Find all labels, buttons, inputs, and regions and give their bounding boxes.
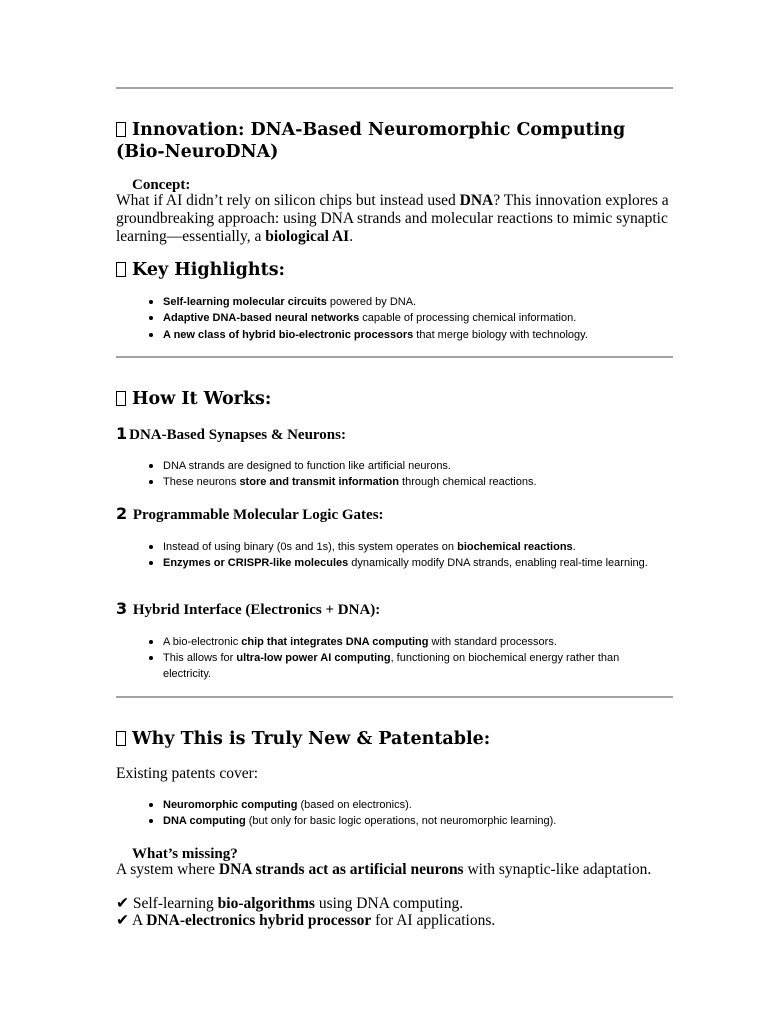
check-item-2: ✔ A DNA-electronics hybrid processor for AI applications. [116, 912, 496, 929]
existing-patents-list [140, 797, 663, 830]
list-item: • DNA strands are designed to function like artificial neurons. [163, 458, 663, 474]
list-item: • DNA computing (but only for basic logic operations, not neuromorphic learning). [163, 813, 663, 829]
concept-label: Concept: [132, 177, 191, 193]
section-title-how: How It Works: [116, 388, 271, 410]
concept-paragraph: What if AI didn’t rely on silicon chips but instead used DNA? This innovation explores a groundbreaking approach: using DNA strands and molecular reactions to mimic synaptic learning—essentially, a biological AI. [116, 192, 669, 245]
list-item: • Adaptive DNA-based neural networks capable of processing chemical information. [163, 310, 663, 326]
list-item: • Enzymes or CRISPR-like molecules dynamically modify DNA strands, enabling real-time learning. [163, 555, 663, 571]
step-number: 3 [116, 599, 128, 618]
highlights-list [140, 294, 663, 343]
section-title-highlights: Key Highlights: [116, 259, 285, 281]
whats-missing-paragraph: A system where DNA strands act as artificial neurons with synaptic-like adaptation. [116, 861, 652, 878]
divider-top [116, 87, 673, 89]
section-title-innovation: Innovation: DNA-Based Neuromorphic Computing (Bio-NeuroDNA) [116, 120, 626, 162]
list-item: • Neuromorphic computing (based on electronics). [163, 797, 663, 813]
step-3-heading: 3 Hybrid Interface (Electronics + DNA): [116, 599, 381, 618]
divider-2 [116, 696, 673, 698]
section-title-why: Why This is Truly New & Patentable: [116, 728, 490, 750]
step-3-list [140, 634, 663, 682]
step-number: 1 [116, 424, 128, 443]
step-number: 2 [116, 504, 128, 523]
step-2-heading: 2 Programmable Molecular Logic Gates: [116, 504, 384, 523]
list-item: • A new class of hybrid bio-electronic processors that merge biology with technology. [163, 327, 663, 343]
emoji-placeholder-icon [116, 122, 126, 137]
whats-missing-label: What’s missing? [132, 846, 238, 862]
list-item: • These neurons store and transmit information through chemical reactions. [163, 474, 663, 490]
emoji-placeholder-icon [116, 731, 126, 746]
step-1-list [140, 458, 663, 491]
emoji-placeholder-icon [116, 262, 126, 277]
existing-patents-text: Existing patents cover: [116, 765, 259, 782]
step-1-heading: 1 DNA-Based Synapses & Neurons: [116, 424, 346, 443]
step-2-list [140, 539, 663, 572]
check-item-1: ✔ Self-learning bio-algorithms using DNA computing. [116, 895, 464, 912]
list-item: • This allows for ultra-low power AI computing, functioning on biochemical energy rather than electricity. [163, 650, 663, 682]
list-item: • Self-learning molecular circuits powered by DNA. [163, 294, 663, 310]
emoji-placeholder-icon [116, 391, 126, 406]
list-item: • A bio-electronic chip that integrates DNA computing with standard processors. [163, 634, 663, 650]
list-item: • Instead of using binary (0s and 1s), this system operates on biochemical reactions. [163, 539, 663, 555]
divider-1 [116, 356, 673, 358]
